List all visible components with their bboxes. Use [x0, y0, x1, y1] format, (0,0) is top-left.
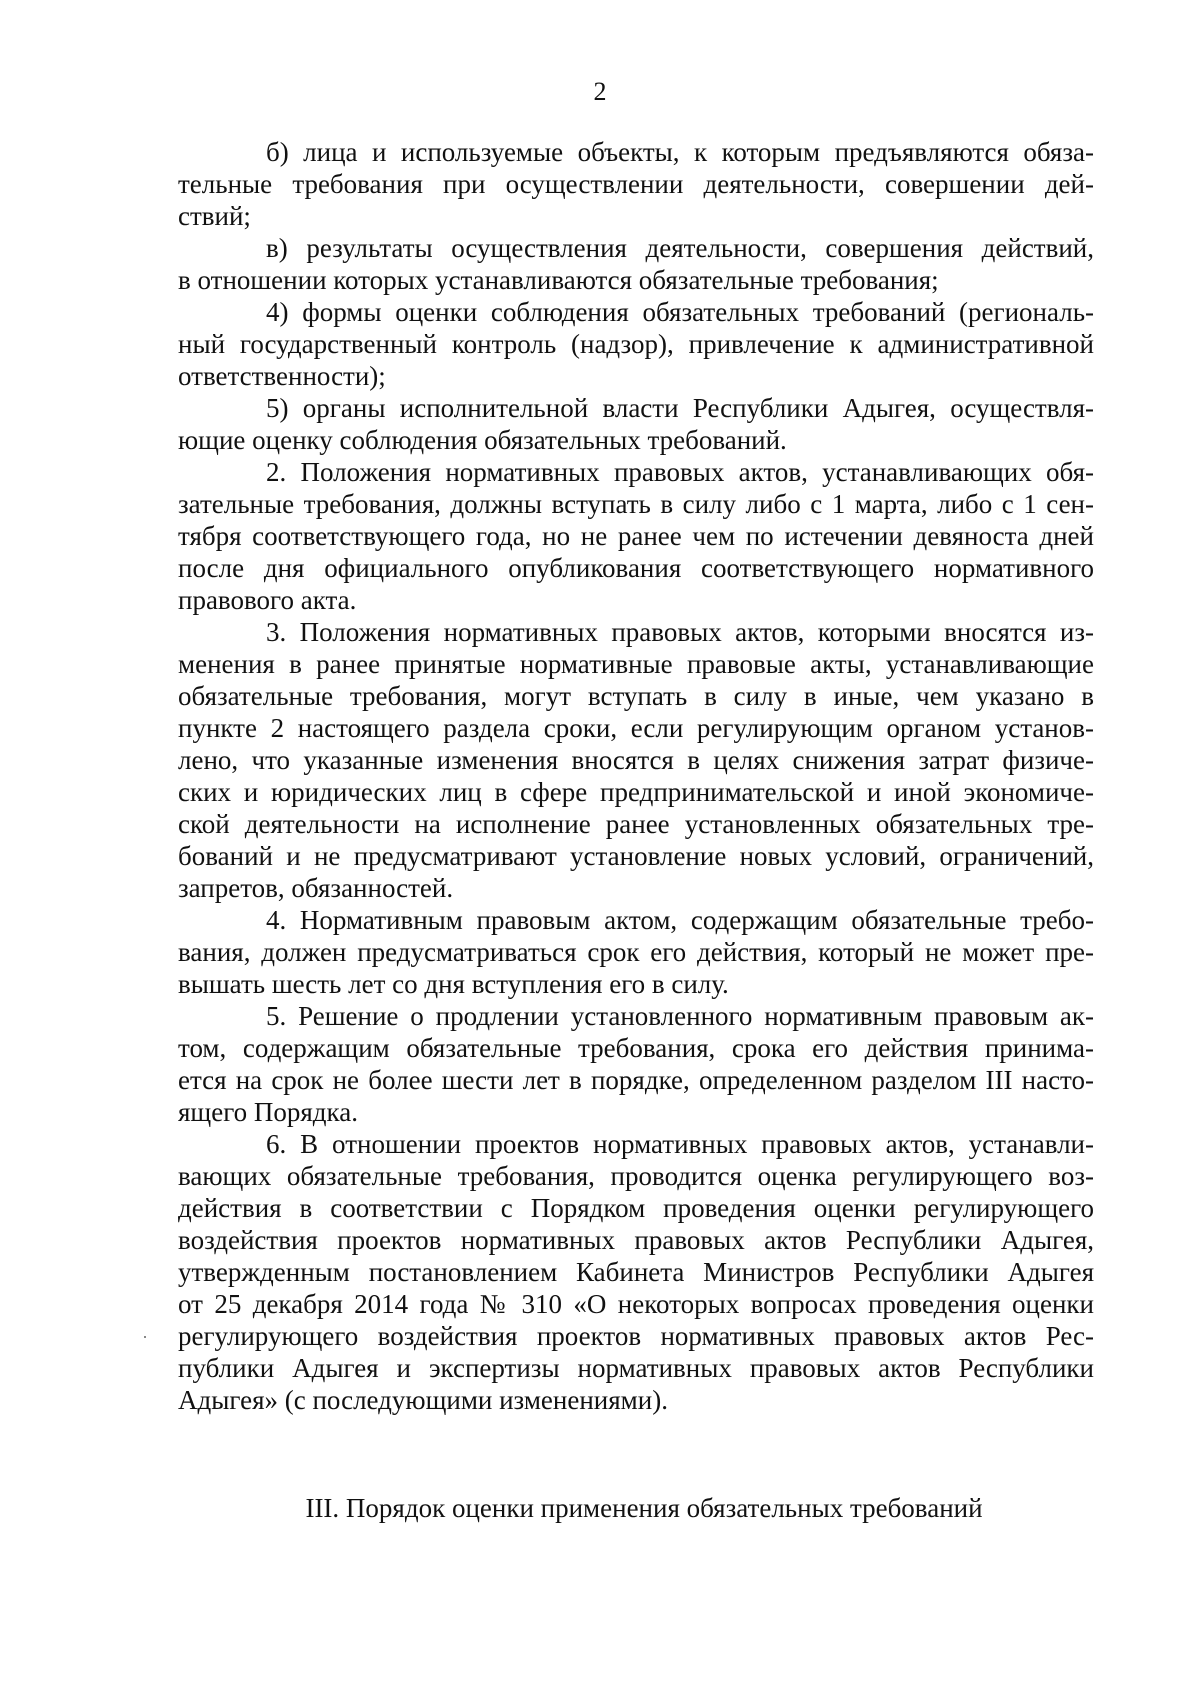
text-line: бований и не предусматривают установление новых условий, ограничений,	[178, 841, 1094, 871]
text-line: в) результаты осуществления деятельности, совершения действий,	[266, 233, 1094, 263]
text-line: обязательные требования, могут вступать в силу в иные, чем указано в	[178, 681, 1094, 711]
text-line: тельные требования при осуществлении деятельности, совершении дей-	[178, 169, 1094, 199]
text-line: 2. Положения нормативных правовых актов, устанавливающих обя-	[266, 457, 1094, 487]
text-line: ствий;	[178, 201, 251, 231]
text-line: вания, должен предусматриваться срок его действия, который не может пре-	[178, 937, 1094, 967]
text-line: регулирующего воздействия проектов нормативных правовых актов Рес-	[178, 1321, 1094, 1351]
text-line: ящего Порядка.	[178, 1097, 358, 1127]
text-line: воздействия проектов нормативных правовых актов Республики Адыгея,	[178, 1225, 1094, 1255]
text-line: пункте 2 настоящего раздела сроки, если регулирующим органом установ-	[178, 713, 1094, 743]
text-line: менения в ранее принятые нормативные правовые акты, устанавливающие	[178, 649, 1094, 679]
text-line: 4. Нормативным правовым актом, содержащим обязательные требо-	[266, 905, 1094, 935]
paragraph-item-5	[178, 392, 1094, 456]
paragraph-item-4	[178, 296, 1094, 392]
text-line: утвержденным постановлением Кабинета Министров Республики Адыгея	[178, 1257, 1094, 1287]
text-line: 4) формы оценки соблюдения обязательных требований (региональ-	[266, 297, 1094, 327]
text-line: зательные требования, должны вступать в силу либо с 1 марта, либо с 1 сен-	[178, 489, 1094, 519]
paragraph-v-results	[178, 232, 1094, 296]
text-line: ответственности);	[178, 361, 386, 391]
paragraph-b-persons	[178, 136, 1094, 232]
paragraph-clause-4	[178, 904, 1094, 1000]
paragraph-clause-6	[178, 1128, 1094, 1416]
text-line: 3. Положения нормативных правовых актов, которыми вносятся из-	[266, 617, 1094, 647]
text-line: ских и юридических лиц в сфере предпринимательской и иной экономиче-	[178, 777, 1094, 807]
section-heading: III. Порядок оценки применения обязательных требований	[305, 1493, 983, 1523]
text-line: от 25 декабря 2014 года № 310 «О некоторых вопросах проведения оценки	[178, 1289, 1094, 1319]
text-line: б) лица и используемые объекты, к которым предъявляются обяза-	[266, 137, 1094, 167]
text-line: после дня официального опубликования соответствующего нормативного	[178, 553, 1094, 583]
scan-speck	[144, 1336, 146, 1338]
text-line: вающих обязательные требования, проводится оценка регулирующего воз-	[178, 1161, 1094, 1191]
text-line: ющие оценку соблюдения обязательных требований.	[178, 425, 787, 455]
paragraph-clause-3	[178, 616, 1094, 904]
text-line: запретов, обязанностей.	[178, 873, 454, 903]
paragraph-clause-2	[178, 456, 1094, 616]
text-line: вышать шесть лет со дня вступления его в силу.	[178, 969, 729, 999]
text-line: Адыгея» (с последующими изменениями).	[178, 1385, 668, 1415]
text-line: публики Адыгея и экспертизы нормативных правовых актов Республики	[178, 1353, 1094, 1383]
page-number: 2	[593, 77, 607, 106]
text-line: 6. В отношении проектов нормативных правовых актов, устанавли-	[266, 1129, 1094, 1159]
text-line: ный государственный контроль (надзор), привлечение к административной	[178, 329, 1094, 359]
text-line: ской деятельности на исполнение ранее установленных обязательных тре-	[178, 809, 1094, 839]
body-text	[178, 136, 1094, 1416]
text-line: тября соответствующего года, но не ранее чем по истечении девяноста дней	[178, 521, 1094, 551]
text-line: действия в соответствии с Порядком проведения оценки регулирующего	[178, 1193, 1094, 1223]
text-line: ется на срок не более шести лет в порядке, определенном разделом III насто-	[178, 1065, 1094, 1095]
text-line: правового акта.	[178, 585, 357, 615]
text-line: 5. Решение о продлении установленного нормативным правовым ак-	[266, 1001, 1094, 1031]
text-line: том, содержащим обязательные требования, срока его действия принима-	[178, 1033, 1094, 1063]
text-line: лено, что указанные изменения вносятся в целях снижения затрат физиче-	[178, 745, 1094, 775]
paragraph-clause-5	[178, 1000, 1094, 1128]
text-line: 5) органы исполнительной власти Республики Адыгея, осуществля-	[266, 393, 1094, 423]
text-line: в отношении которых устанавливаются обязательные требования;	[178, 265, 939, 295]
